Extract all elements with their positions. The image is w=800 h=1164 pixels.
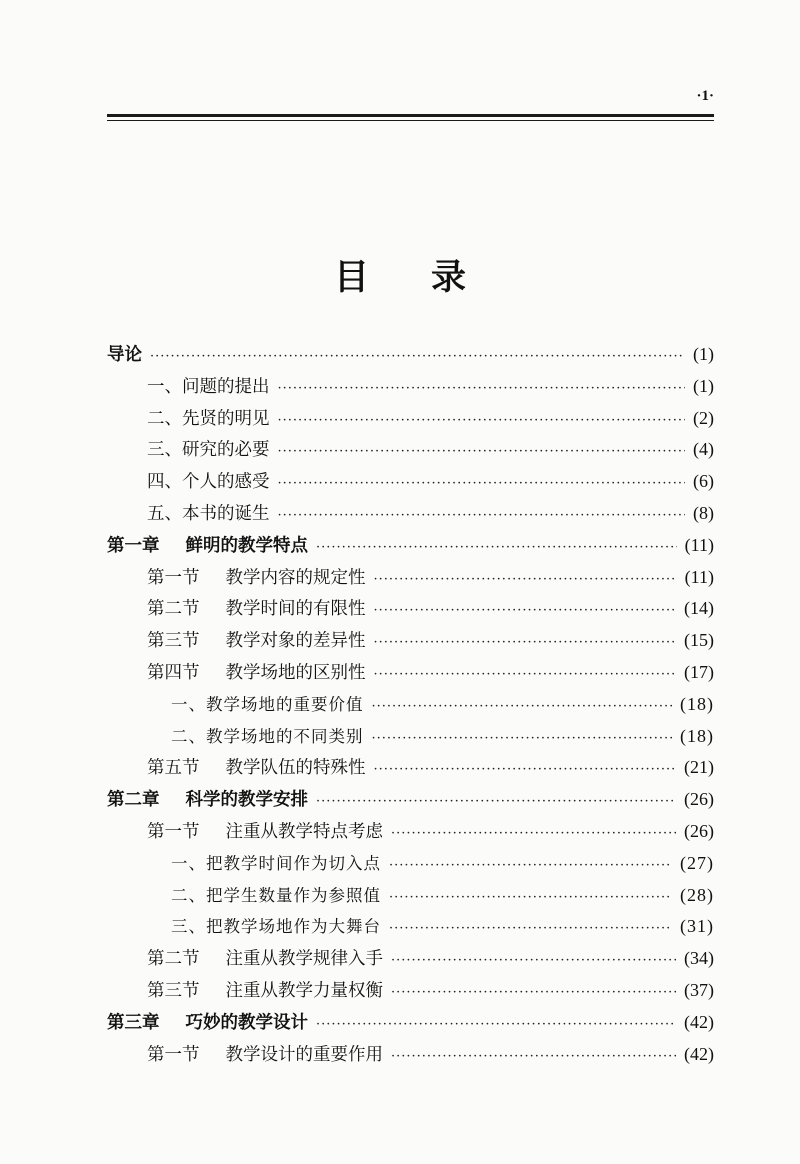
toc-entry-number: 第二节 [147,599,200,620]
toc-entry-page: (34) [684,948,714,969]
toc-entry-page: (27) [680,852,714,873]
toc-entry-label [171,911,381,943]
toc-entry-page: (31) [680,916,714,937]
toc-entry[interactable] [107,975,714,1007]
toc-entry-title: 教学场地的区别性 [225,662,366,683]
dot-leader [278,468,686,500]
toc-entry-page: (21) [684,757,714,778]
toc-entry-label [147,944,383,976]
toc-entry-label [147,1040,383,1072]
toc-entry-title: 教学队伍的特殊性 [225,758,366,779]
toc-entry-number: 第二章 [107,790,160,811]
toc-entry[interactable] [107,339,714,371]
toc-entry-title: 注重从教学特点考虑 [225,821,383,842]
toc-entry-number: 第一节 [147,567,200,588]
toc-entry-number: 第四节 [147,662,200,683]
toc-entry-page: (37) [684,979,714,1000]
dot-leader [389,913,672,945]
toc-entry[interactable] [107,689,714,721]
table-of-contents [107,339,714,1070]
toc-entry[interactable] [107,1039,714,1071]
toc-entry-page: (14) [684,598,714,619]
toc-entry-title: 一、把教学时间作为切入点 [171,853,381,873]
dot-leader [374,659,677,691]
toc-entry[interactable] [107,1007,714,1039]
toc-entry-page: (15) [684,630,714,651]
toc-entry[interactable] [107,721,714,753]
toc-entry-page: (8) [693,502,714,523]
toc-entry-page: (1) [693,344,714,364]
toc-entry-page: (4) [693,439,714,460]
toc-entry-label [107,340,142,372]
page-title: 目录 [333,258,528,298]
toc-entry-title: 二、先贤的明见 [147,408,270,429]
toc-entry[interactable] [107,466,714,498]
toc-entry[interactable] [107,625,714,657]
toc-entry-page: (2) [693,407,714,428]
toc-entry[interactable] [107,848,714,880]
toc-entry[interactable] [107,403,714,435]
toc-entry-label [147,817,383,849]
toc-entry-label [147,372,270,404]
toc-entry-title: 五、本书的诞生 [147,503,270,524]
toc-entry-label [147,563,366,595]
toc-entry-label [171,848,381,880]
toc-entry-title: 二、教学场地的不同类别 [171,726,364,746]
toc-entry-label [147,594,366,626]
toc-entry-label [107,1008,308,1040]
toc-entry[interactable] [107,943,714,975]
toc-entry-page: (26) [684,820,714,841]
toc-entry-label [147,499,270,531]
dot-leader [316,532,677,564]
toc-entry[interactable] [107,657,714,689]
toc-entry[interactable] [107,784,714,816]
toc-entry-number: 第三节 [147,980,200,1001]
dot-leader [374,754,677,786]
dot-leader [150,341,685,373]
toc-entry-page: (42) [684,1043,714,1064]
toc-entry-label [147,626,366,658]
toc-entry-page: (26) [684,789,714,810]
toc-entry-title: 科学的教学安排 [185,790,308,811]
dot-leader [278,500,686,532]
dot-leader [278,405,686,437]
dot-leader [372,723,673,755]
toc-entry-title: 一、问题的提出 [147,376,270,397]
toc-entry-page: (11) [684,534,714,555]
toc-entry-page: (17) [684,661,714,682]
toc-entry[interactable] [107,816,714,848]
toc-entry-title: 教学对象的差异性 [225,631,366,652]
header-rule-thick [107,114,714,117]
toc-entry-page: (18) [680,693,714,714]
toc-entry-label [147,435,270,467]
toc-entry-label [107,785,308,817]
toc-entry-title: 导论 [107,345,142,365]
toc-entry-page: (42) [684,1011,714,1032]
dot-leader [278,436,686,468]
toc-entry[interactable] [107,593,714,625]
dot-leader [391,818,676,850]
toc-entry-title: 教学设计的重要作用 [225,1044,383,1065]
toc-entry[interactable] [107,434,714,466]
toc-entry[interactable] [107,911,714,943]
toc-entry-number: 第一节 [147,821,200,842]
toc-entry-title: 巧妙的教学设计 [185,1012,308,1033]
dot-leader [389,882,672,914]
toc-entry[interactable] [107,530,714,562]
toc-entry-title: 教学时间的有限性 [225,599,366,620]
toc-entry-label [171,721,364,753]
toc-entry[interactable] [107,498,714,530]
dot-leader [374,564,677,596]
toc-entry-label [147,658,366,690]
toc-entry-title: 三、把教学场地作为大舞台 [171,917,381,937]
toc-entry-number: 第三节 [147,631,200,652]
toc-entry-title: 二、把学生数量作为参照值 [171,885,381,905]
toc-entry[interactable] [107,880,714,912]
toc-entry-number: 第一节 [147,1044,200,1065]
toc-entry[interactable] [107,752,714,784]
toc-entry-label [147,404,270,436]
dot-leader [316,786,676,818]
toc-entry[interactable] [107,371,714,403]
dot-leader [391,977,676,1009]
toc-entry-label [107,531,308,563]
toc-entry-label [147,976,383,1008]
toc-entry-title: 注重从教学力量权衡 [225,980,383,1001]
toc-entry-title: 教学内容的规定性 [225,567,366,588]
toc-entry-page: (11) [684,566,714,587]
dot-leader [316,1009,676,1041]
toc-entry-page: (18) [680,725,714,746]
toc-entry-title: 鲜明的教学特点 [185,535,308,556]
header-rule-thin [107,120,714,121]
toc-entry-label [147,467,270,499]
dot-leader [372,691,673,723]
dot-leader [278,373,686,405]
toc-entry-page: (6) [693,471,714,492]
toc-entry-page: (28) [680,884,714,905]
toc-entry-number: 第二节 [147,949,200,970]
dot-leader [391,1041,676,1073]
dot-leader [374,595,677,627]
toc-entry-title: 一、教学场地的重要价值 [171,694,364,714]
toc-entry-title: 注重从教学规律入手 [225,949,383,970]
dot-leader [389,850,672,882]
toc-entry-label [147,753,366,785]
toc-entry-title: 四、个人的感受 [147,472,270,493]
dot-leader [391,945,676,977]
dot-leader [374,627,677,659]
page-number: ·1· [696,88,714,104]
toc-entry[interactable] [107,562,714,594]
toc-entry-label [171,689,364,721]
toc-entry-number: 第一章 [107,535,160,556]
toc-entry-label [171,880,381,912]
toc-entry-page: (1) [693,375,714,396]
toc-entry-number: 第五节 [147,758,200,779]
toc-entry-title: 三、研究的必要 [147,440,270,461]
toc-entry-number: 第三章 [107,1012,160,1033]
